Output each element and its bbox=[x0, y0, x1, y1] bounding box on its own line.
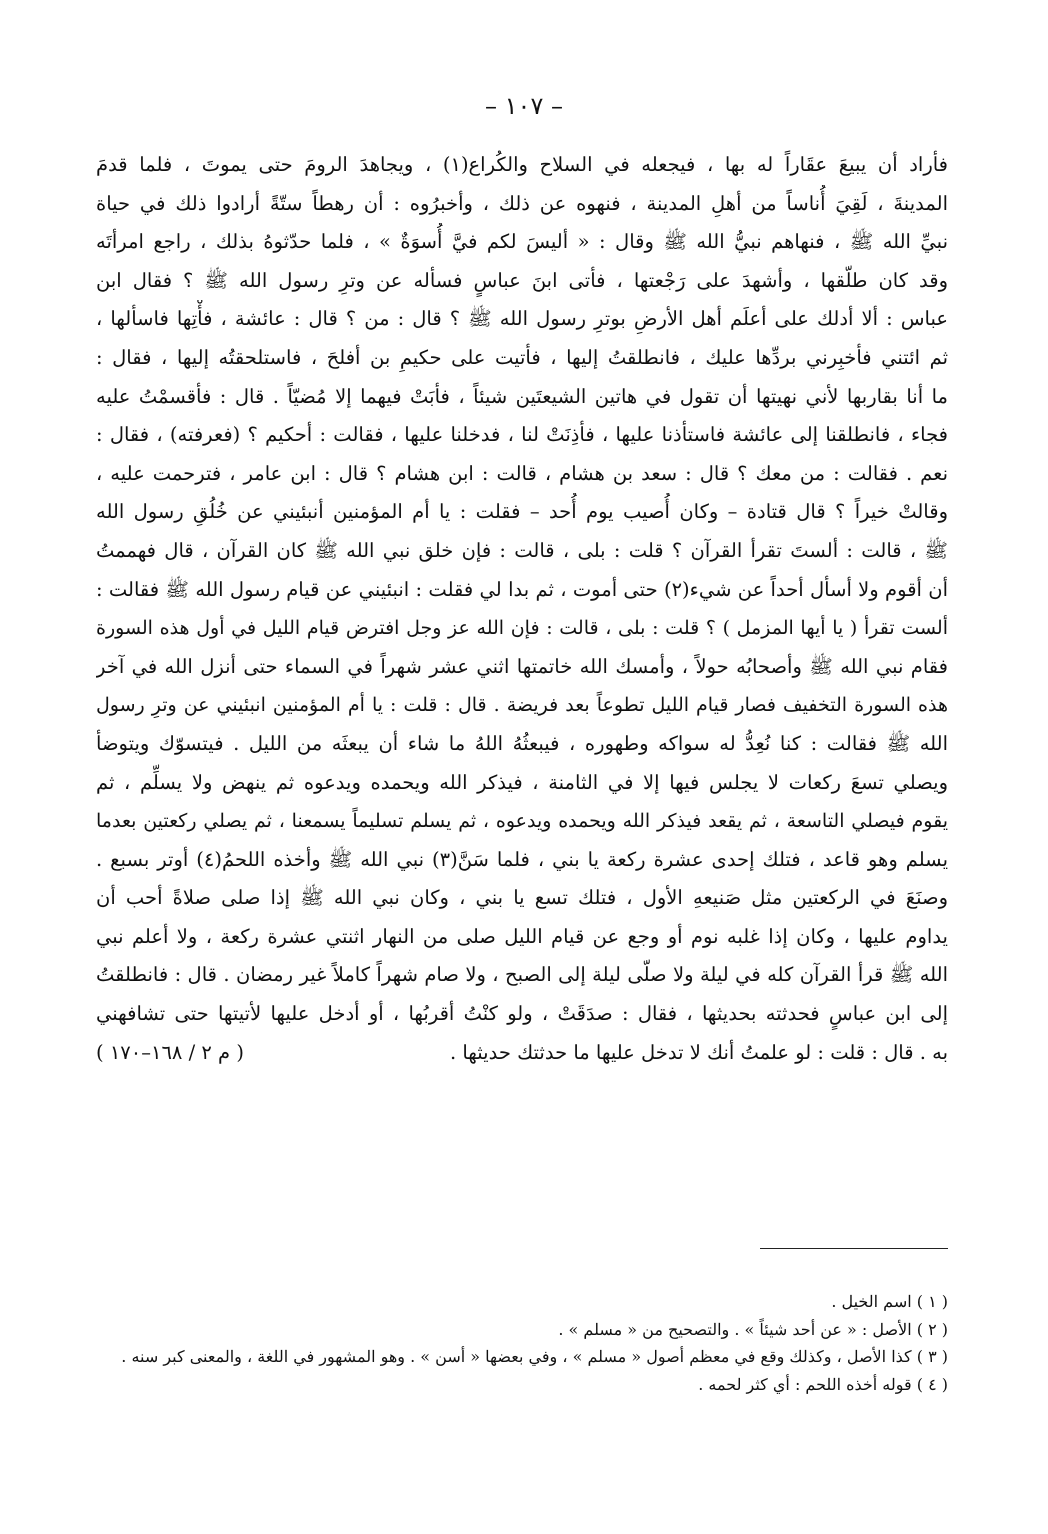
text-line: الله ﷺ فقالت : كنا نُعِدُّ له سواكه وطهوره ، فيبعثُهُ اللهُ ما شاء أن يبعثَه من الليل . فيتسوّك ويتوضأ bbox=[96, 731, 948, 755]
text-line: ثم ائتني فأخبِرني بردِّها عليك ، فانطلقتُ إليها ، فأتيت على حكيمِ بن أفلحَ ، فاستلحقتُه إليها ، فقال : bbox=[96, 345, 948, 369]
text-line-last bbox=[96, 1034, 948, 1073]
footnote-divider bbox=[760, 1248, 948, 1249]
text-line: يداوم عليها ، وكان إذا غلبه نوم أو وجع عن قيام الليل صلى من النهار اثنتي عشرة ركعة ، ولا أعلم نبي bbox=[96, 924, 948, 948]
footnote-1: ( ١ ) اسم الخيل . bbox=[831, 1292, 948, 1311]
footnote-4: ( ٤ ) قوله أخذه اللحم : أي كثر لحمه . bbox=[698, 1374, 948, 1394]
text-line: نبيِّ الله ﷺ ، فنهاهم نبيُّ الله ﷺ وقال : « أليسَ لكم فيَّ أُسوَةٌ » ، فلما حدّثوهُ بذلك ، راجع امرأتَه bbox=[96, 230, 948, 254]
text-line: فجاء ، فانطلقنا إلى عائشة فاستأذنا عليها ، فأذِنَتْ لنا ، فدخلنا عليها ، فقالت : أحكيم ؟ (فعرفته) ، فقال : bbox=[96, 423, 948, 447]
text-line: أن أقوم ولا أسأل أحداً عن شيء(٢) حتى أموت ، ثم بدا لي فقلت : انبئيني عن قيام رسول الله ﷺ فقالت : bbox=[96, 577, 948, 601]
footnote-3: ( ٣ ) كذا الأصل ، وكذلك وقع في معظم أصول « مسلم » ، وفي بعضها « أسن » . وهو المشهور في اللغة ، والمعنى كبر سنه . bbox=[121, 1347, 948, 1366]
text-line: نعم . فقالت : من معك ؟ قال : سعد بن هشام ، قالت : ابن هشام ؟ قال : ابن عامر ، فترحمت عليه ، bbox=[96, 461, 948, 485]
text-line: المدينةَ ، لَقِيَ أُناساً من أهلِ المدينة ، فنهوه عن ذلك ، وأخبرُوه : أن رهطاً ستّةً أرادوا ذلك في حياة bbox=[96, 191, 948, 215]
text-line: هذه السورة التخفيف فصار قيام الليل تطوعاً بعد فريضة . قال : قلت : يا أم المؤمنين انبئيني عن وترِ رسول bbox=[96, 694, 948, 717]
text-line: ألست تقرأ ( يا أيها المزمل ) ؟ قلت : بلى ، قالت : فإن الله عز وجل افترض قيام الليل في أول هذه السورة bbox=[96, 617, 948, 640]
text-line: ما أنا بقاربها لأني نهيتها أن تقول في هاتين الشيعتَين شيئاً ، فأبَتْ فيهما إلا مُضيّاً . قال : فأقسمْتُ عليه bbox=[96, 384, 948, 408]
footnotes bbox=[96, 1288, 948, 1398]
text-line: عباس : ألا أدلك على أعلَم أهل الأرضِ بوترِ رسول الله ﷺ ؟ قال : من ؟ قال : عائشة ، فأْتِها فاسألها ، bbox=[96, 307, 948, 331]
text-line: إلى ابن عباسٍ فحدثته بحديثها ، فقال : صدَقَتْ ، ولو كنْتُ أقربُها ، أو أدخل عليها لأتيتها حتى تشافهني bbox=[96, 1002, 948, 1026]
text-line: يسلم وهو قاعد ، فتلك إحدى عشرة ركعة يا بني ، فلما سَنَّ(٣) نبي الله ﷺ وأخذه اللحمُ(٤) أوتر بسبع . bbox=[96, 847, 948, 871]
main-text bbox=[96, 146, 948, 1072]
last-line-text: به . قال : قلت : لو علمتُ أنك لا تدخل عليها ما حدثتك حديثها . bbox=[449, 1040, 948, 1064]
text-line: فأراد أن يبيعَ عقَاراً له بها ، فيجعله في السلاح والكُراع(١) ، ويجاهدَ الرومَ حتى يموتَ ، فلما قدمَ bbox=[96, 153, 948, 176]
text-line: فقام نبي الله ﷺ وأصحابُه حولاً ، وأمسك الله خاتمتها اثني عشر شهراً في السماء حتى أنزل الله في آخر bbox=[96, 654, 948, 678]
text-line: الله ﷺ قرأ القرآن كله في ليلة ولا صلّى ليلة إلى الصبح ، ولا صام شهراً كاملاً غير رمضان . قال : فانطلقتُ bbox=[96, 963, 948, 987]
text-line: وصنَعَ في الركعتين مثل صَنيعهِ الأول ، فتلك تسع يا بني ، وكان نبي الله ﷺ إذا صلى صلاةً أحب أن bbox=[96, 886, 948, 910]
page-number: – ١٠٧ – bbox=[485, 92, 563, 120]
text-line: ﷺ ، قالت : ألستَ تقرأ القرآن ؟ قلت : بلى ، قالت : فإن خلق نبي الله ﷺ كان القرآن ، قال فهممتُ bbox=[96, 538, 948, 562]
text-line: وقالتْ خيراً ؟ قال قتادة – وكان أُصيب يوم أُحد – فقلت : يا أم المؤمنين أنبئيني عن خُلُقِ رسول الله bbox=[96, 500, 948, 524]
footnote-2: ( ٢ ) الأصل : « عن أحد شيئاً » . والتصحيح من « مسلم » . bbox=[558, 1319, 948, 1339]
text-line: ويصلي تسعَ ركعات لا يجلس فيها إلا في الثامنة ، فيذكر الله ويحمده ويدعوه ثم ينهض ولا يسلِّم ، ثم bbox=[96, 770, 948, 794]
source-reference: ( م ٢ / ١٦٨–١٧٠ ) bbox=[96, 1040, 244, 1064]
text-line: وقد كان طلّقها ، وأشهدَ على رَجْعتها ، فأتى ابنَ عباسٍ فسأله عن وترِ رسول الله ﷺ ؟ فقال ابن bbox=[96, 268, 948, 292]
text-line: يقوم فيصلي التاسعة ، ثم يقعد فيذكر الله ويحمده ويدعوه ، ثم يسلم تسليماً يسمعنا ، ثم يصلي ركعتين بعدما bbox=[96, 810, 948, 833]
